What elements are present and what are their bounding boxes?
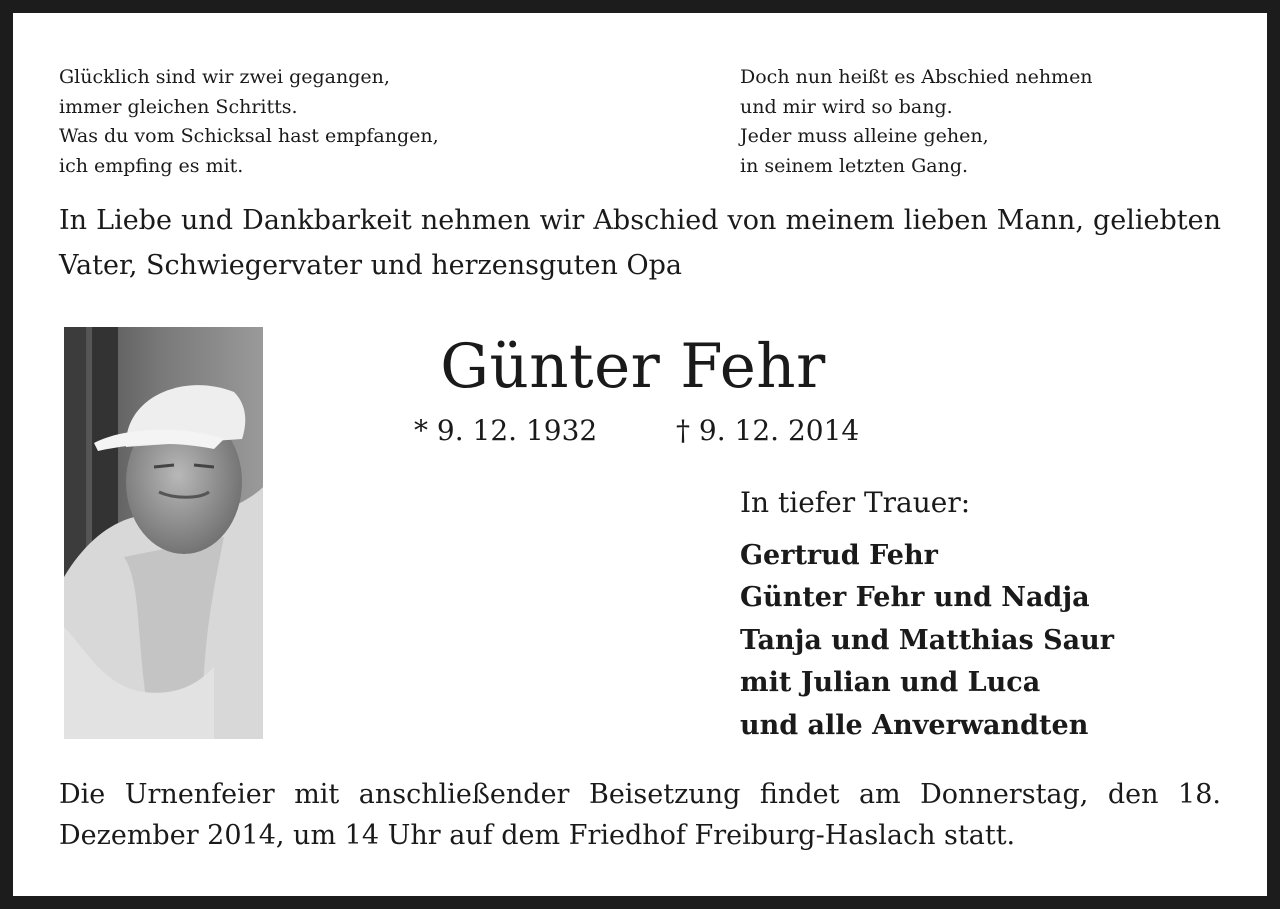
funeral-notice: Die Urnenfeier mit anschließender Beisetzung findet am Donnerstag, den 18. Dezember 2014, um 14 Uhr auf dem Friedhof Freiburg-Haslach statt. (59, 779, 1221, 851)
mourning-label: In tiefer Trauer: (740, 486, 971, 519)
birth-date: * 9. 12. 1932 (414, 414, 598, 447)
poem-right (740, 63, 1093, 181)
obituary-notice (13, 13, 1267, 896)
poem-line: Glücklich sind wir zwei gegangen, (59, 66, 390, 88)
mourner-line: mit Julian und Luca (740, 667, 1041, 699)
mourner-line: Günter Fehr und Nadja (740, 582, 1090, 614)
intro-text: In Liebe und Dankbarkeit nehmen wir Abschied von meinem lieben Mann, geliebten Vater, Schwiegervater und herzensguten Opa (59, 205, 1221, 281)
poem-line: Jeder muss alleine gehen, (740, 125, 989, 147)
mourner-line: Tanja und Matthias Saur (740, 624, 1114, 656)
deceased-name: Günter Fehr (440, 331, 826, 402)
poem-line: in seinem letzten Gang. (740, 154, 969, 177)
portrait-photo (64, 327, 263, 739)
mourner-line: und alle Anverwandten (740, 709, 1089, 741)
mourner-line: Gertrud Fehr (740, 540, 938, 571)
poem-line: immer gleichen Schritts. (59, 95, 298, 118)
poem-line: Doch nun heißt es Abschied nehmen (740, 66, 1093, 88)
poem-left (59, 63, 439, 181)
poem-line: und mir wird so bang. (740, 95, 953, 118)
poem-line: Was du vom Schicksal hast empfangen, (59, 125, 439, 147)
poem-line: ich empfing es mit. (59, 154, 244, 177)
mourners-list (740, 535, 1114, 747)
death-date: † 9. 12. 2014 (676, 414, 860, 447)
